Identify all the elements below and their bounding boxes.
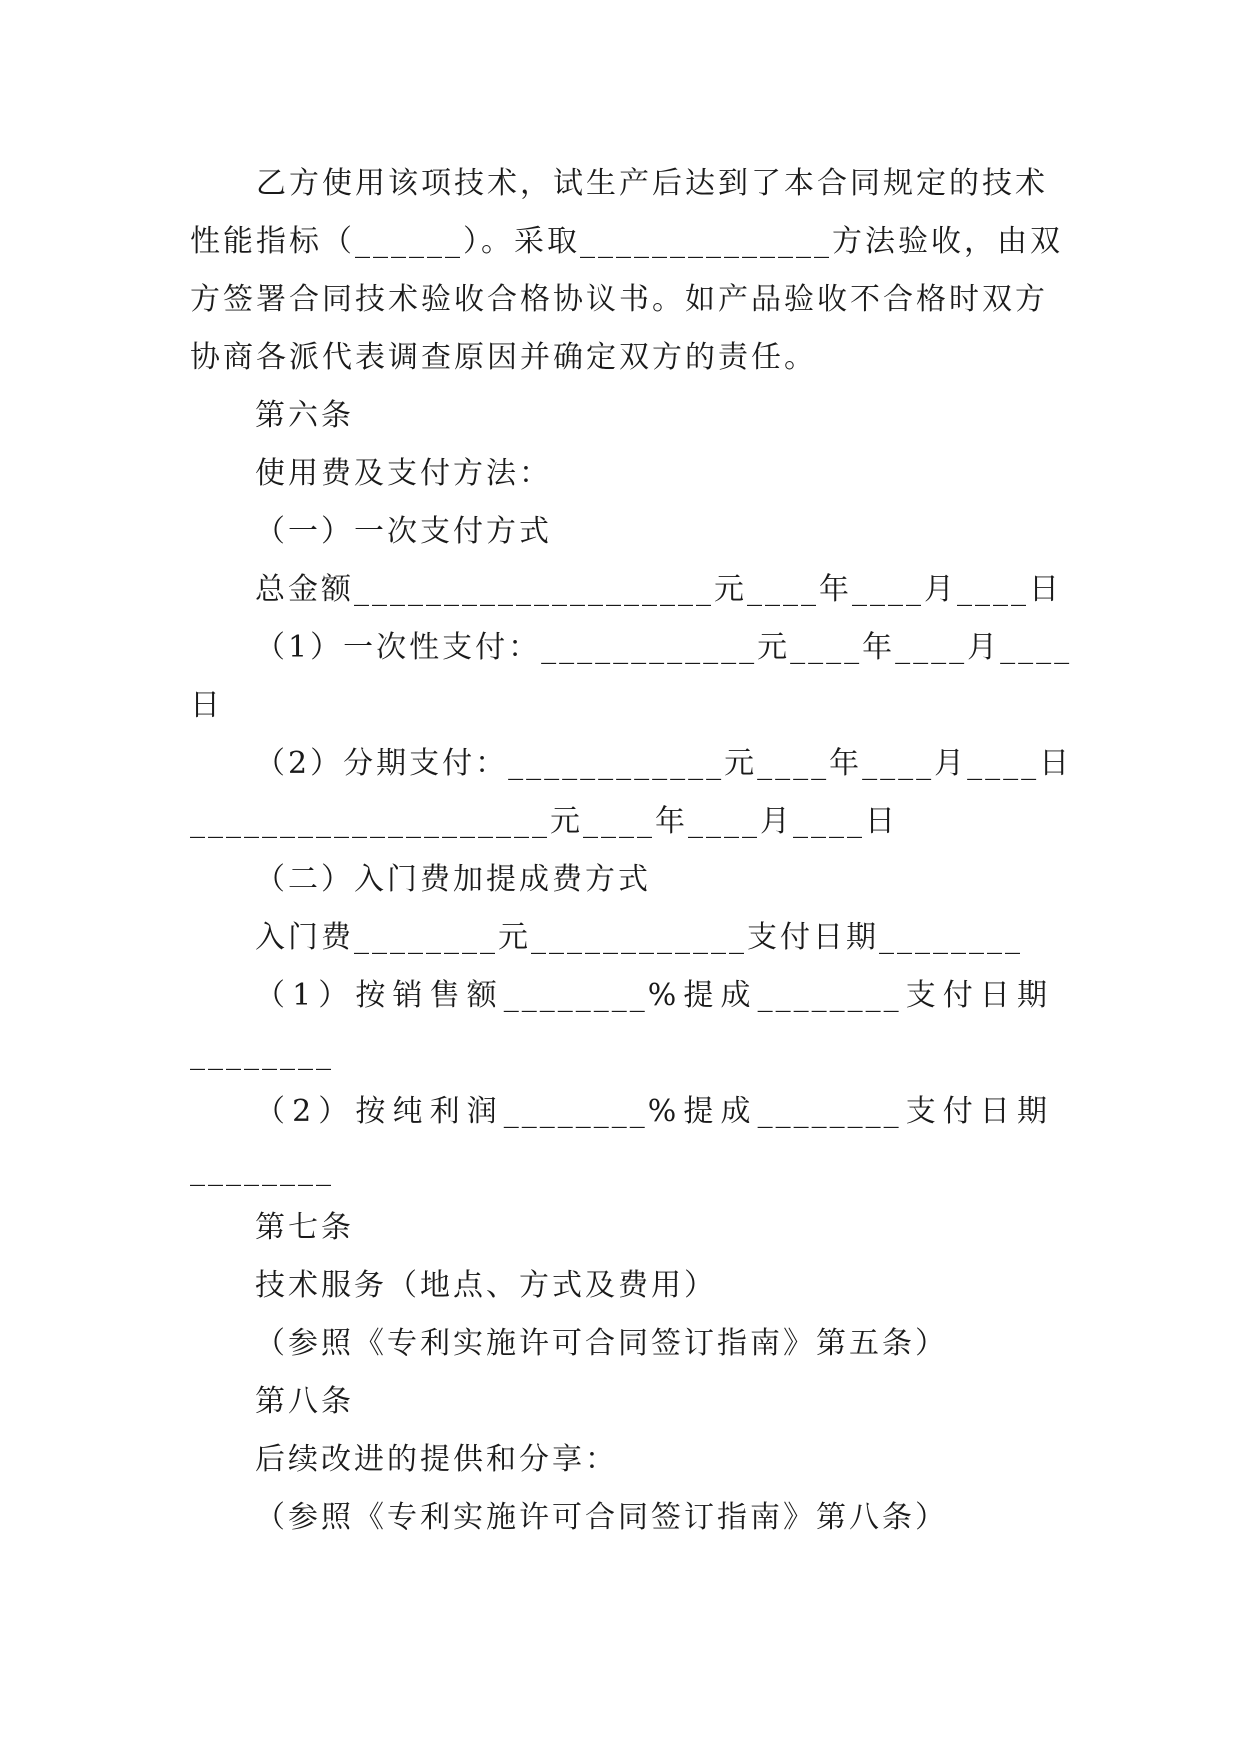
- form-line: （2）按纯利润________%提成________支付日期: [255, 1094, 1050, 1129]
- form-line-continued: ____________________元____年____月____日: [190, 804, 898, 839]
- document-body: [190, 155, 1073, 1547]
- reference-note: （参照《专利实施许可合同签订指南》第八条）: [255, 1500, 948, 1535]
- section-title: 技术服务（地点、方式及费用）: [255, 1268, 717, 1303]
- form-line: （2）分期支付：____________元____年____月____日: [255, 746, 1073, 781]
- section-title: 后续改进的提供和分享：: [255, 1442, 618, 1477]
- paragraph-line: 乙方使用该项技术，试生产后达到了本合同规定的技术: [190, 166, 1048, 201]
- section-title: 使用费及支付方法：: [255, 456, 552, 491]
- article-heading-7: 第七条: [255, 1210, 354, 1245]
- form-line-continued: ________: [190, 1036, 334, 1071]
- paragraph-line: 方签署合同技术验收合格协议书。如产品验收不合格时双方: [190, 282, 1048, 317]
- article-heading-6: 第六条: [255, 398, 354, 433]
- subsection-title: （一）一次支付方式: [255, 514, 552, 549]
- subsection-title: （二）入门费加提成费方式: [255, 862, 651, 897]
- form-line-continued: 日: [190, 688, 223, 723]
- form-line: （1）按销售额________%提成________支付日期: [255, 978, 1050, 1013]
- paragraph-line: 协商各派代表调查原因并确定双方的责任。: [190, 340, 817, 375]
- form-line: 总金额____________________元____年____月____日: [255, 572, 1062, 607]
- form-line-continued: ________: [190, 1152, 334, 1187]
- article-heading-8: 第八条: [255, 1384, 354, 1419]
- form-line: 入门费________元____________支付日期________: [255, 920, 1023, 955]
- reference-note: （参照《专利实施许可合同签订指南》第五条）: [255, 1326, 948, 1361]
- paragraph-line: 性能指标（______）。采取______________方法验收，由双: [190, 224, 1063, 259]
- form-line: （1）一次性支付：____________元____年____月____: [255, 630, 1073, 665]
